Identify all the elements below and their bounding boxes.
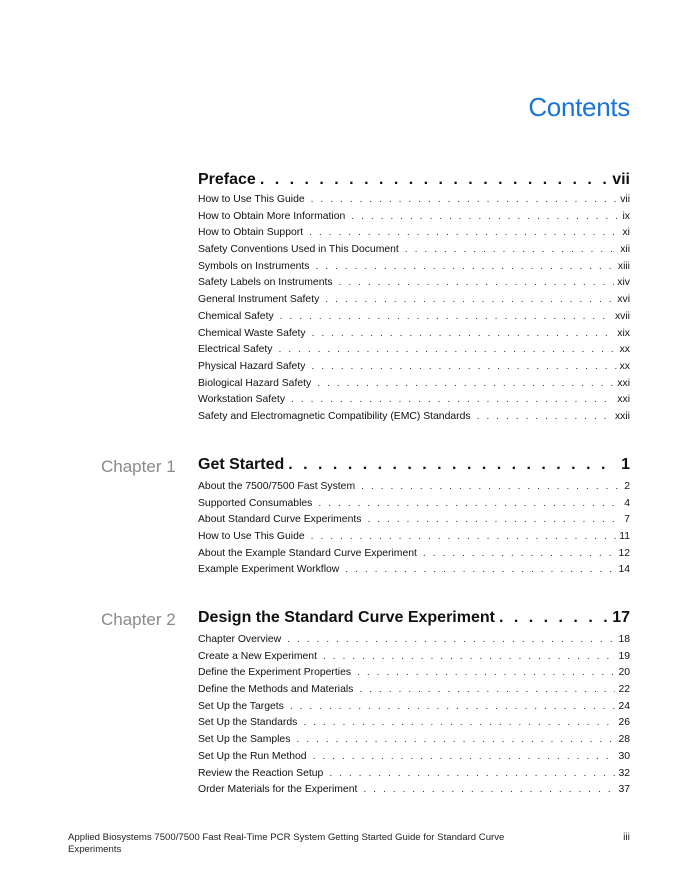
entry-page: xiii [617,260,630,272]
dot-leader [423,548,616,559]
entry-page: xvii [614,310,630,322]
entry-page: xxi [617,377,630,389]
toc-entry[interactable] [198,277,630,294]
entry-page: 37 [618,784,630,796]
dot-leader [312,328,615,339]
dot-leader [317,378,614,389]
toc-entry[interactable] [198,194,630,211]
toc-entry[interactable] [198,378,630,395]
dot-leader [291,394,614,405]
section-page: 17 [612,609,630,626]
toc-entry[interactable] [198,734,630,751]
toc-entry[interactable] [198,261,630,278]
entry-page: 12 [618,547,630,559]
section-entries [198,481,630,581]
dot-leader [287,634,615,645]
dot-leader [279,344,617,355]
entry-title: How to Obtain Support [198,227,304,239]
entry-title: Chemical Waste Safety [198,327,306,339]
dot-leader [367,514,621,525]
dot-leader [280,311,612,322]
dot-leader [290,701,616,712]
dot-leader [361,481,621,492]
dot-leader [325,294,614,305]
entry-page: xxi [617,394,630,406]
dot-leader [351,211,619,222]
entry-page: 28 [618,734,630,746]
toc-entry[interactable] [198,394,630,411]
toc-entry[interactable] [198,344,630,361]
entry-title: Supported Consumables [198,497,313,509]
toc-entry[interactable] [198,294,630,311]
page-title: Contents [528,92,630,122]
entry-page: 19 [618,650,630,662]
dot-leader [311,194,618,205]
entry-title: Create a New Experiment [198,650,317,662]
entry-page: xi [622,227,630,239]
section-title: Preface [198,171,256,188]
entry-title: Define the Methods and Materials [198,684,354,696]
entry-title: Set Up the Samples [198,734,291,746]
dot-leader [315,261,614,272]
entry-title: Set Up the Run Method [198,750,307,762]
entry-title: Symbols on Instruments [198,260,310,272]
entry-page: xii [620,244,630,256]
toc-entry[interactable] [198,498,630,515]
entry-page: 4 [624,497,630,509]
entry-title: How to Use This Guide [198,194,305,205]
toc-entry[interactable] [198,768,630,785]
entry-page: 32 [618,767,630,779]
dot-leader [260,171,608,189]
entry-title: General Instrument Safety [198,294,320,306]
chapter-label: Chapter 2 [101,610,176,629]
entry-title: Order Materials for the Experiment [198,784,358,796]
toc-entry[interactable] [198,667,630,684]
dot-leader [499,609,608,627]
entry-page: xvi [617,294,630,306]
entry-page: 18 [618,634,630,645]
entry-title: Chapter Overview [198,634,282,645]
footer-text: Applied Biosystems 7500/7500 Fast Real-Time PCR System Getting Started Guide for Standard Curve Experiments [68,832,505,855]
dot-leader [357,667,615,678]
toc-entry[interactable] [198,514,630,531]
section-entries [198,634,630,801]
section-title: Design the Standard Curve Experiment [198,609,495,626]
dot-leader [329,768,615,779]
dot-leader [311,531,617,542]
entry-page: ix [622,210,630,222]
entry-page: 11 [619,531,630,543]
entry-title: Safety and Electromagnetic Compatibility (EMC) Standards [198,410,471,422]
toc-entry[interactable] [198,684,630,701]
toc-entry[interactable] [198,411,630,428]
dot-leader [288,456,617,474]
toc-entry[interactable] [198,548,630,565]
entry-page: vii [620,194,630,205]
entry-page: 20 [618,667,630,679]
entry-page: 24 [618,700,630,712]
entry-title: About the Example Standard Curve Experiment [198,547,417,559]
entry-title: Biological Hazard Safety [198,377,312,389]
dot-leader [318,498,621,509]
dot-leader [311,361,616,372]
page-number: iii [623,832,630,843]
toc-entry[interactable] [198,751,630,768]
toc-entry[interactable] [198,311,630,328]
chapter-label: Chapter 1 [101,457,176,476]
entry-page: 30 [618,750,630,762]
section-entries [198,194,630,428]
toc-entry[interactable] [198,328,630,345]
toc-entry[interactable] [198,701,630,718]
dot-leader [309,227,619,238]
dot-leader [339,277,615,288]
section-heading[interactable] [198,609,630,627]
entry-page: 22 [618,684,630,696]
dot-leader [359,684,615,695]
entry-title: About Standard Curve Experiments [198,514,362,526]
entry-title: Example Experiment Workflow [198,564,340,576]
entry-page: 14 [618,564,630,576]
dot-leader [405,244,617,255]
section-heading[interactable] [198,456,630,474]
dot-leader [313,751,616,762]
entry-title: How to Use This Guide [198,531,305,543]
toc-entry[interactable] [198,244,630,261]
entry-title: Workstation Safety [198,394,286,406]
toc-entry[interactable] [198,531,630,548]
dot-leader [477,411,612,422]
section-heading[interactable] [198,171,630,189]
toc-entry[interactable] [198,361,630,378]
entry-title: Electrical Safety [198,344,273,356]
entry-page: 26 [618,717,630,729]
dot-leader [363,784,615,795]
toc-entry[interactable] [198,481,630,498]
toc-entry[interactable] [198,227,630,244]
toc-entry[interactable] [198,651,630,668]
entry-page: xix [617,327,630,339]
dot-leader [323,651,615,662]
entry-title: Define the Experiment Properties [198,667,352,679]
dot-leader [345,564,615,575]
entry-title: Set Up the Standards [198,717,298,729]
toc-entry[interactable] [198,717,630,734]
entry-page: xiv [617,277,630,289]
toc-entry[interactable] [198,564,630,581]
section-page: vii [612,171,630,188]
entry-page: xxii [614,410,630,422]
entry-title: About the 7500/7500 Fast System [198,481,356,492]
toc-entry[interactable] [198,784,630,801]
dot-leader [303,717,615,728]
dot-leader [296,734,615,745]
entry-title: Physical Hazard Safety [198,360,306,372]
entry-page: 2 [624,481,630,492]
entry-title: Safety Labels on Instruments [198,277,333,289]
entry-title: How to Obtain More Information [198,210,346,222]
entry-page: 7 [624,514,630,526]
section-title: Get Started [198,456,285,473]
entry-page: xx [619,360,630,372]
entry-title: Chemical Safety [198,310,274,322]
toc-entry[interactable] [198,211,630,228]
entry-title: Safety Conventions Used in This Document [198,244,399,256]
entry-page: xx [619,344,630,356]
entry-title: Review the Reaction Setup [198,767,324,779]
section-page: 1 [621,456,630,473]
toc-entry[interactable] [198,634,630,651]
entry-title: Set Up the Targets [198,700,284,712]
